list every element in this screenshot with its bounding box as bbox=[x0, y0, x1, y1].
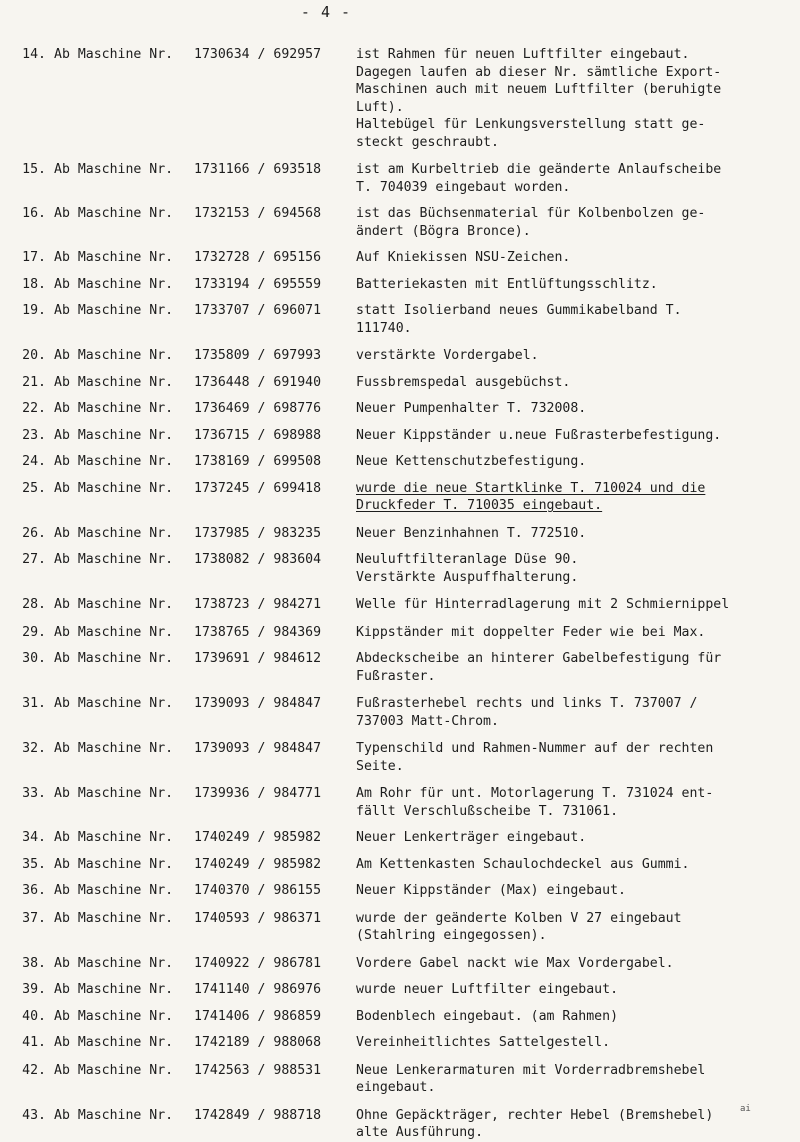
entry-number: 25. bbox=[22, 480, 46, 496]
entry-machine-number: 1735809 / 697993 bbox=[194, 348, 322, 363]
entry-prefix: Ab Maschine Nr. bbox=[54, 955, 174, 971]
entry-number: 34. bbox=[22, 830, 46, 845]
entry-row bbox=[0, 480, 800, 515]
entry-number: 29. bbox=[22, 624, 46, 640]
entry-prefix: Ab Maschine Nr. bbox=[54, 856, 174, 872]
entry-row bbox=[0, 453, 800, 471]
entry-number: 15. bbox=[22, 162, 46, 177]
entry-description: Fussbremspedal ausgebüchst. bbox=[356, 374, 571, 390]
entry-number: 24. bbox=[22, 454, 46, 469]
entry-description: Neuluftfilteranlage Düse 90. Verstärkte Auspuffhalterung. bbox=[356, 552, 579, 585]
entry-description: Kippständer mit doppelter Feder wie bei Max. bbox=[356, 624, 706, 640]
entry-prefix: Ab Maschine Nr. bbox=[54, 982, 174, 997]
entry-machine-number: 1739936 / 984771 bbox=[194, 786, 322, 801]
entry-row bbox=[0, 650, 800, 685]
entry-number: 39. bbox=[22, 982, 46, 997]
entry-description: Ohne Gepäckträger, rechter Hebel (Bremshebel) alte Ausführung. bbox=[356, 1107, 714, 1140]
entry-number: 19. bbox=[22, 303, 46, 318]
entry-row bbox=[0, 1062, 800, 1097]
entry-prefix: Ab Maschine Nr. bbox=[54, 597, 174, 612]
entry-prefix: Ab Maschine Nr. bbox=[54, 250, 174, 265]
entry-description: Batteriekasten mit Entlüftungsschlitz. bbox=[356, 276, 658, 292]
entry-description: Welle für Hinterradlagerung mit 2 Schmiernippel bbox=[356, 597, 730, 612]
entry-prefix: Ab Maschine Nr. bbox=[54, 741, 174, 756]
entry-machine-number: 1733707 / 696071 bbox=[194, 303, 322, 318]
entry-description: Neuer Pumpenhalter T. 732008. bbox=[356, 401, 587, 416]
entries-list bbox=[0, 37, 800, 1142]
entry-description: ist das Büchsenmaterial für Kolbenbolzen ge- ändert (Bögra Bronce). bbox=[356, 206, 706, 239]
entry-prefix: Ab Maschine Nr. bbox=[54, 47, 174, 62]
entry-description: Neuer Lenkerträger eingebaut. bbox=[356, 830, 587, 845]
entry-row bbox=[0, 276, 800, 294]
entry-description: verstärkte Vordergabel. bbox=[356, 348, 539, 363]
entry-description: ist am Kurbeltrieb die geänderte Anlaufscheibe T. 704039 eingebaut worden. bbox=[356, 162, 722, 195]
entry-number: 38. bbox=[22, 955, 46, 971]
entry-machine-number: 1741140 / 986976 bbox=[194, 982, 322, 997]
entry-number: 32. bbox=[22, 741, 46, 756]
entry-description: Neuer Kippständer u.neue Fußrasterbefestigung. bbox=[356, 427, 722, 443]
entry-prefix: Ab Maschine Nr. bbox=[54, 276, 174, 292]
entry-machine-number: 1732153 / 694568 bbox=[194, 206, 322, 221]
entry-row bbox=[0, 249, 800, 267]
entry-description: Neuer Kippständer (Max) eingebaut. bbox=[356, 883, 626, 898]
entry-row bbox=[0, 829, 800, 847]
entry-description: Neue Kettenschutzbefestigung. bbox=[356, 454, 587, 469]
entry-row bbox=[0, 1008, 800, 1026]
entry-number: 26. bbox=[22, 525, 46, 541]
entry-description: Abdeckscheibe an hinterer Gabelbefestigung für Fußraster. bbox=[356, 651, 722, 684]
entry-row bbox=[0, 981, 800, 999]
entry-number: 18. bbox=[22, 276, 46, 292]
entry-number: 43. bbox=[22, 1107, 46, 1123]
entry-description: Vereinheitlichtes Sattelgestell. bbox=[356, 1035, 611, 1050]
entry-row bbox=[0, 740, 800, 775]
entry-description: statt Isolierband neues Gummikabelband T. 111740. bbox=[356, 303, 682, 336]
entry-number: 16. bbox=[22, 206, 46, 221]
entry-prefix: Ab Maschine Nr. bbox=[54, 162, 174, 177]
entry-prefix: Ab Maschine Nr. bbox=[54, 454, 174, 469]
entry-number: 36. bbox=[22, 883, 46, 898]
entry-row bbox=[0, 596, 800, 614]
entry-prefix: Ab Maschine Nr. bbox=[54, 303, 174, 318]
entry-row bbox=[0, 695, 800, 730]
entry-row bbox=[0, 525, 800, 543]
entry-row bbox=[0, 882, 800, 900]
entry-prefix: Ab Maschine Nr. bbox=[54, 830, 174, 845]
entry-row bbox=[0, 551, 800, 586]
entry-row bbox=[0, 856, 800, 874]
entry-description: Bodenblech eingebaut. (am Rahmen) bbox=[356, 1008, 619, 1024]
entry-number: 23. bbox=[22, 427, 46, 443]
entry-number: 20. bbox=[22, 348, 46, 363]
entry-number: 28. bbox=[22, 597, 46, 612]
entry-machine-number: 1736469 / 698776 bbox=[194, 401, 322, 416]
entry-machine-number: 1738169 / 699508 bbox=[194, 454, 322, 469]
entry-prefix: Ab Maschine Nr. bbox=[54, 401, 174, 416]
entry-row bbox=[0, 910, 800, 945]
entry-prefix: Ab Maschine Nr. bbox=[54, 786, 174, 801]
entry-number: 31. bbox=[22, 696, 46, 711]
entry-machine-number: 1737245 / 699418 bbox=[194, 480, 322, 496]
entry-description: Am Kettenkasten Schaulochdeckel aus Gummi. bbox=[356, 856, 690, 872]
entry-machine-number: 1738082 / 983604 bbox=[194, 552, 322, 567]
entry-machine-number: 1742189 / 988068 bbox=[194, 1035, 322, 1050]
entry-machine-number: 1739093 / 984847 bbox=[194, 696, 322, 711]
entry-row bbox=[0, 785, 800, 820]
entry-number: 41. bbox=[22, 1035, 46, 1050]
page-number: - 4 - bbox=[300, 3, 352, 21]
entry-description: Fußrasterhebel rechts und links T. 737007 / 737003 Matt-Chrom. bbox=[356, 696, 698, 729]
entry-machine-number: 1736715 / 698988 bbox=[194, 427, 322, 443]
entry-prefix: Ab Maschine Nr. bbox=[54, 696, 174, 711]
entry-number: 33. bbox=[22, 786, 46, 801]
entry-row bbox=[0, 347, 800, 365]
entry-description: wurde neuer Luftfilter eingebaut. bbox=[356, 982, 619, 997]
entry-prefix: Ab Maschine Nr. bbox=[54, 651, 174, 666]
entry-number: 35. bbox=[22, 856, 46, 872]
entry-number: 37. bbox=[22, 910, 46, 926]
entry-prefix: Ab Maschine Nr. bbox=[54, 910, 174, 926]
entry-machine-number: 1738765 / 984369 bbox=[194, 624, 322, 640]
entry-row bbox=[0, 955, 800, 973]
entry-machine-number: 1733194 / 695559 bbox=[194, 276, 322, 292]
entry-row bbox=[0, 161, 800, 196]
entry-row bbox=[0, 374, 800, 392]
entry-row bbox=[0, 1034, 800, 1052]
entry-machine-number: 1738723 / 984271 bbox=[194, 597, 322, 612]
entry-prefix: Ab Maschine Nr. bbox=[54, 206, 174, 221]
entry-description: Neue Lenkerarmaturen mit Vorderradbremshebel eingebaut. bbox=[356, 1062, 706, 1095]
entry-prefix: Ab Maschine Nr. bbox=[54, 883, 174, 898]
entry-machine-number: 1736448 / 691940 bbox=[194, 374, 322, 390]
footer-mark: ai bbox=[740, 1104, 751, 1114]
entry-number: 22. bbox=[22, 401, 46, 416]
entry-row bbox=[0, 400, 800, 418]
entry-row bbox=[0, 302, 800, 337]
entry-number: 30. bbox=[22, 651, 46, 666]
entry-prefix: Ab Maschine Nr. bbox=[54, 480, 174, 496]
entry-description: Auf Kniekissen NSU-Zeichen. bbox=[356, 250, 571, 265]
entry-prefix: Ab Maschine Nr. bbox=[54, 552, 174, 567]
entry-prefix: Ab Maschine Nr. bbox=[54, 1107, 174, 1123]
entry-machine-number: 1742849 / 988718 bbox=[194, 1107, 322, 1123]
entry-description: wurde der geänderte Kolben V 27 eingebaut (Stahlring eingegossen). bbox=[356, 910, 682, 943]
entry-machine-number: 1740249 / 985982 bbox=[194, 856, 322, 872]
entry-prefix: Ab Maschine Nr. bbox=[54, 1062, 174, 1078]
entry-row bbox=[0, 1107, 800, 1142]
entry-prefix: Ab Maschine Nr. bbox=[54, 1008, 174, 1024]
entry-number: 21. bbox=[22, 374, 46, 390]
entry-row bbox=[0, 624, 800, 642]
entry-row bbox=[0, 427, 800, 445]
entry-description: Typenschild und Rahmen-Nummer auf der rechten Seite. bbox=[356, 741, 714, 774]
entry-number: 40. bbox=[22, 1008, 46, 1024]
entry-prefix: Ab Maschine Nr. bbox=[54, 427, 174, 443]
entry-prefix: Ab Maschine Nr. bbox=[54, 348, 174, 363]
entry-row bbox=[0, 46, 800, 151]
entry-prefix: Ab Maschine Nr. bbox=[54, 525, 174, 541]
entry-number: 17. bbox=[22, 250, 46, 265]
entry-machine-number: 1731166 / 693518 bbox=[194, 162, 322, 177]
entry-description: Vordere Gabel nackt wie Max Vordergabel. bbox=[356, 955, 674, 971]
entry-row bbox=[0, 205, 800, 240]
entry-description: Neuer Benzinhahnen T. 772510. bbox=[356, 525, 587, 541]
entry-machine-number: 1740593 / 986371 bbox=[194, 910, 322, 926]
entry-machine-number: 1739691 / 984612 bbox=[194, 651, 322, 666]
entry-prefix: Ab Maschine Nr. bbox=[54, 374, 174, 390]
entry-machine-number: 1740249 / 985982 bbox=[194, 830, 322, 845]
entry-machine-number: 1737985 / 983235 bbox=[194, 525, 322, 541]
entry-machine-number: 1740922 / 986781 bbox=[194, 955, 322, 971]
entry-prefix: Ab Maschine Nr. bbox=[54, 1035, 174, 1050]
entry-machine-number: 1730634 / 692957 bbox=[194, 47, 322, 62]
entry-description: ist Rahmen für neuen Luftfilter eingebaut. Dagegen laufen ab dieser Nr. sämtliche Export- Maschinen auch mit neuem Luftfilter (beruhigte Luft). Haltebügel für Lenkungsverstellung statt ge- steckt geschraubt. bbox=[356, 47, 722, 150]
entry-number: 42. bbox=[22, 1062, 46, 1078]
entry-machine-number: 1732728 / 695156 bbox=[194, 250, 322, 265]
entry-machine-number: 1740370 / 986155 bbox=[194, 883, 322, 898]
entry-description: Am Rohr für unt. Motorlagerung T. 731024 ent- fällt Verschlußscheibe T. 731061. bbox=[356, 786, 714, 819]
entry-machine-number: 1739093 / 984847 bbox=[194, 741, 322, 756]
entry-machine-number: 1741406 / 986859 bbox=[194, 1008, 322, 1024]
entry-description: wurde die neue Startklinke T. 710024 und die Druckfeder T. 710035 eingebaut. bbox=[356, 480, 706, 513]
entry-machine-number: 1742563 / 988531 bbox=[194, 1062, 322, 1078]
entry-number: 27. bbox=[22, 552, 46, 567]
entry-prefix: Ab Maschine Nr. bbox=[54, 624, 174, 640]
entry-number: 14. bbox=[22, 47, 46, 62]
